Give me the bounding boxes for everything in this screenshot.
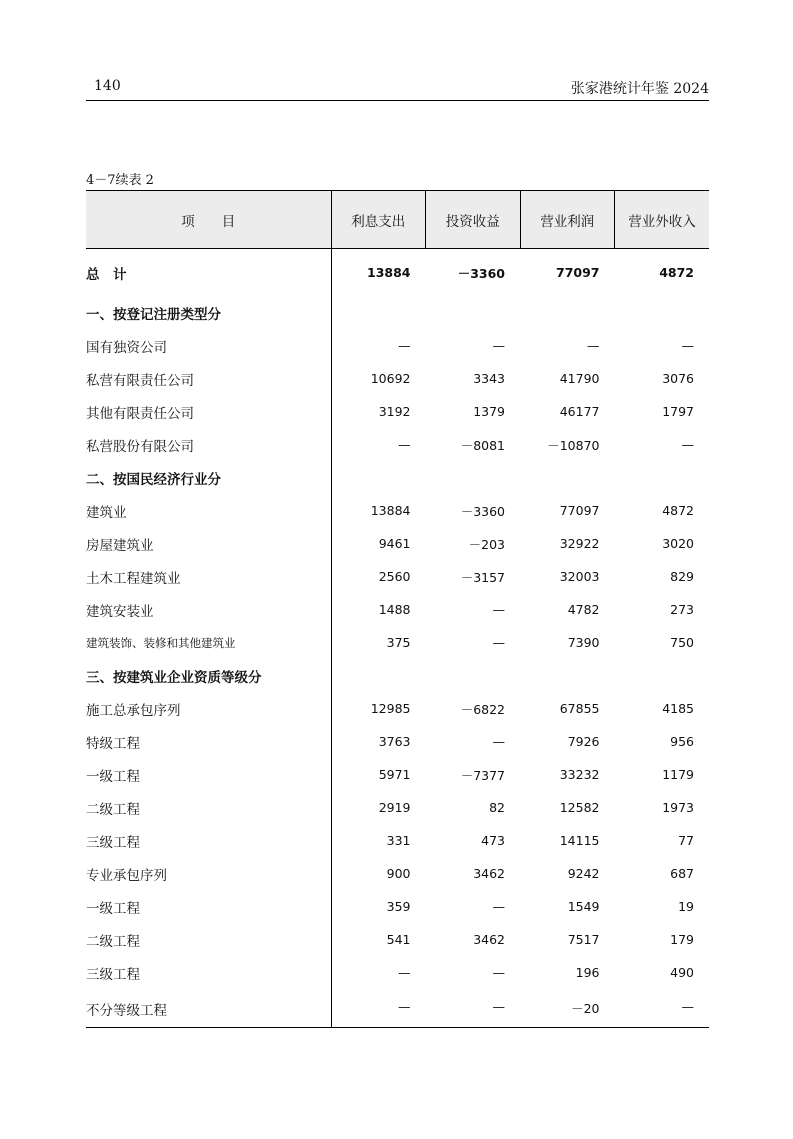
cell-value: 9461 (378, 536, 411, 551)
cell-value: 4185 (662, 701, 694, 716)
cell-value: 12985 (370, 701, 411, 716)
cell-value: 1179 (662, 767, 694, 782)
cell-value (426, 461, 521, 494)
cell-value: 273 (670, 602, 694, 617)
table-row (86, 890, 709, 923)
cell-value: 1973 (662, 800, 694, 815)
cell-value (615, 659, 710, 692)
row-label: 施工总承包序列 (86, 692, 331, 725)
cell-value (615, 296, 710, 329)
cell-value (331, 296, 426, 329)
table-body (86, 249, 709, 1028)
table-row (86, 692, 709, 725)
cell-value: 3020 (662, 536, 694, 551)
cell-value: －8081 (460, 437, 505, 453)
cell-value: — (492, 635, 505, 650)
page-number: 140 (94, 78, 121, 94)
cell-value: 179 (670, 932, 694, 947)
cell-value: 12582 (559, 800, 600, 815)
cell-value (520, 296, 615, 329)
cell-value: 77097 (559, 503, 600, 518)
row-label: 不分等级工程 (86, 989, 331, 1028)
cell-value: 7517 (567, 932, 600, 947)
cell-value: －10870 (547, 437, 600, 453)
table-row (86, 923, 709, 956)
cell-value: 829 (670, 569, 694, 584)
cell-value: －20 (520, 989, 615, 1028)
cell-value: 46177 (559, 404, 600, 419)
row-label: 建筑装饰、装修和其他建筑业 (86, 626, 331, 659)
cell-value: 3462 (473, 932, 505, 947)
table-row (86, 659, 709, 692)
table-row (86, 857, 709, 890)
table-row (86, 725, 709, 758)
cell-value: — (492, 734, 505, 749)
row-label: 一、按登记注册类型分 (86, 296, 331, 329)
cell-value: －7377 (460, 767, 505, 783)
cell-value: 7926 (567, 734, 600, 749)
cell-value: －3360 (457, 265, 505, 281)
cell-value (331, 461, 426, 494)
table-row (86, 593, 709, 626)
cell-value: 19 (678, 899, 694, 914)
cell-value: — (681, 437, 694, 452)
row-label: 私营股份有限公司 (86, 428, 331, 461)
cell-value: 1488 (378, 602, 411, 617)
cell-value: 2919 (378, 800, 411, 815)
cell-value: — (426, 989, 521, 1028)
table-header-row (86, 191, 709, 249)
table-row (86, 296, 709, 329)
cell-value: 1379 (473, 404, 505, 419)
row-label: 私营有限责任公司 (86, 362, 331, 395)
table-row (86, 461, 709, 494)
table-row (86, 824, 709, 857)
cell-value: 67855 (559, 701, 600, 716)
cell-value: 3076 (662, 371, 694, 386)
cell-value: 32922 (559, 536, 600, 551)
cell-value: — (587, 338, 600, 353)
cell-value: 490 (670, 965, 694, 980)
cell-value: — (492, 602, 505, 617)
cell-value: －203 (468, 536, 505, 552)
row-label: 三级工程 (86, 956, 331, 989)
cell-value: — (681, 338, 694, 353)
cell-value (520, 659, 615, 692)
table-row (86, 395, 709, 428)
cell-value: — (398, 338, 411, 353)
cell-value: 82 (489, 800, 505, 815)
table-row (86, 626, 709, 659)
table-row (86, 362, 709, 395)
table-row (86, 989, 709, 1028)
cell-value: －3360 (460, 503, 505, 519)
table-row (86, 956, 709, 989)
table-title: 4－7续表 2 (86, 173, 154, 188)
cell-value: 7390 (567, 635, 600, 650)
cell-value: 77 (678, 833, 694, 848)
cell-value: 2560 (378, 569, 411, 584)
book-title: 张家港统计年鉴 2024 (570, 81, 709, 97)
row-label: 国有独资公司 (86, 329, 331, 362)
cell-value: 900 (386, 866, 411, 881)
cell-value (520, 461, 615, 494)
cell-value: 3343 (473, 371, 505, 386)
cell-value: 541 (386, 932, 411, 947)
cell-value: — (492, 338, 505, 353)
cell-value (426, 659, 521, 692)
cell-value: 375 (386, 635, 411, 650)
row-label: 二级工程 (86, 791, 331, 824)
cell-value: 5971 (378, 767, 411, 782)
cell-value: — (492, 899, 505, 914)
cell-value: 687 (670, 866, 694, 881)
row-label: 三级工程 (86, 824, 331, 857)
column-header-item: 项 目 (86, 191, 331, 249)
cell-value: 359 (386, 899, 411, 914)
row-label: 其他有限责任公司 (86, 395, 331, 428)
cell-value: 956 (670, 734, 694, 749)
row-label: 一级工程 (86, 890, 331, 923)
cell-value: 1549 (567, 899, 600, 914)
cell-value: 14115 (559, 833, 600, 848)
cell-value: 13884 (370, 503, 411, 518)
cell-value: 32003 (559, 569, 600, 584)
cell-value: — (398, 437, 411, 452)
page-header (86, 76, 709, 101)
cell-value: 3462 (473, 866, 505, 881)
cell-value: 3192 (378, 404, 411, 419)
row-label: 房屋建筑业 (86, 527, 331, 560)
table-row (86, 428, 709, 461)
cell-value: — (615, 989, 710, 1028)
row-label: 二、按国民经济行业分 (86, 461, 331, 494)
cell-value: 3763 (378, 734, 411, 749)
cell-value: 4782 (567, 602, 600, 617)
cell-value: 750 (670, 635, 694, 650)
row-label: 一级工程 (86, 758, 331, 791)
cell-value: — (331, 989, 426, 1028)
row-label: 土木工程建筑业 (86, 560, 331, 593)
cell-value: 13884 (367, 265, 411, 280)
row-label: 三、按建筑业企业资质等级分 (86, 659, 331, 692)
statistics-table (86, 190, 709, 1028)
table-row (86, 527, 709, 560)
row-label: 特级工程 (86, 725, 331, 758)
table-row (86, 758, 709, 791)
cell-value: 41790 (559, 371, 600, 386)
cell-value: 9242 (567, 866, 600, 881)
cell-value: －6822 (460, 701, 505, 717)
cell-value: 473 (481, 833, 505, 848)
cell-value: 33232 (559, 767, 600, 782)
cell-value: — (492, 965, 505, 980)
cell-value: 4872 (662, 503, 694, 518)
column-header-investment-income: 投资收益 (426, 191, 521, 249)
cell-value (426, 296, 521, 329)
cell-value: 77097 (556, 265, 600, 280)
table-row (86, 791, 709, 824)
row-label: 总 计 (86, 249, 331, 297)
row-label: 二级工程 (86, 923, 331, 956)
row-label: 专业承包序列 (86, 857, 331, 890)
cell-value (615, 461, 710, 494)
cell-value: 196 (575, 965, 600, 980)
column-header-interest-expense: 利息支出 (331, 191, 426, 249)
column-header-operating-profit: 营业利润 (520, 191, 615, 249)
cell-value: 1797 (662, 404, 694, 419)
table-row (86, 249, 709, 297)
cell-value: －3157 (460, 569, 505, 585)
table-row (86, 494, 709, 527)
column-header-non-operating-income: 营业外收入 (615, 191, 710, 249)
row-label: 建筑安装业 (86, 593, 331, 626)
cell-value (331, 659, 426, 692)
table-row (86, 329, 709, 362)
cell-value: — (398, 965, 411, 980)
cell-value: 4872 (659, 265, 694, 280)
table-row (86, 560, 709, 593)
cell-value: 331 (386, 833, 411, 848)
cell-value: 10692 (370, 371, 411, 386)
row-label: 建筑业 (86, 494, 331, 527)
